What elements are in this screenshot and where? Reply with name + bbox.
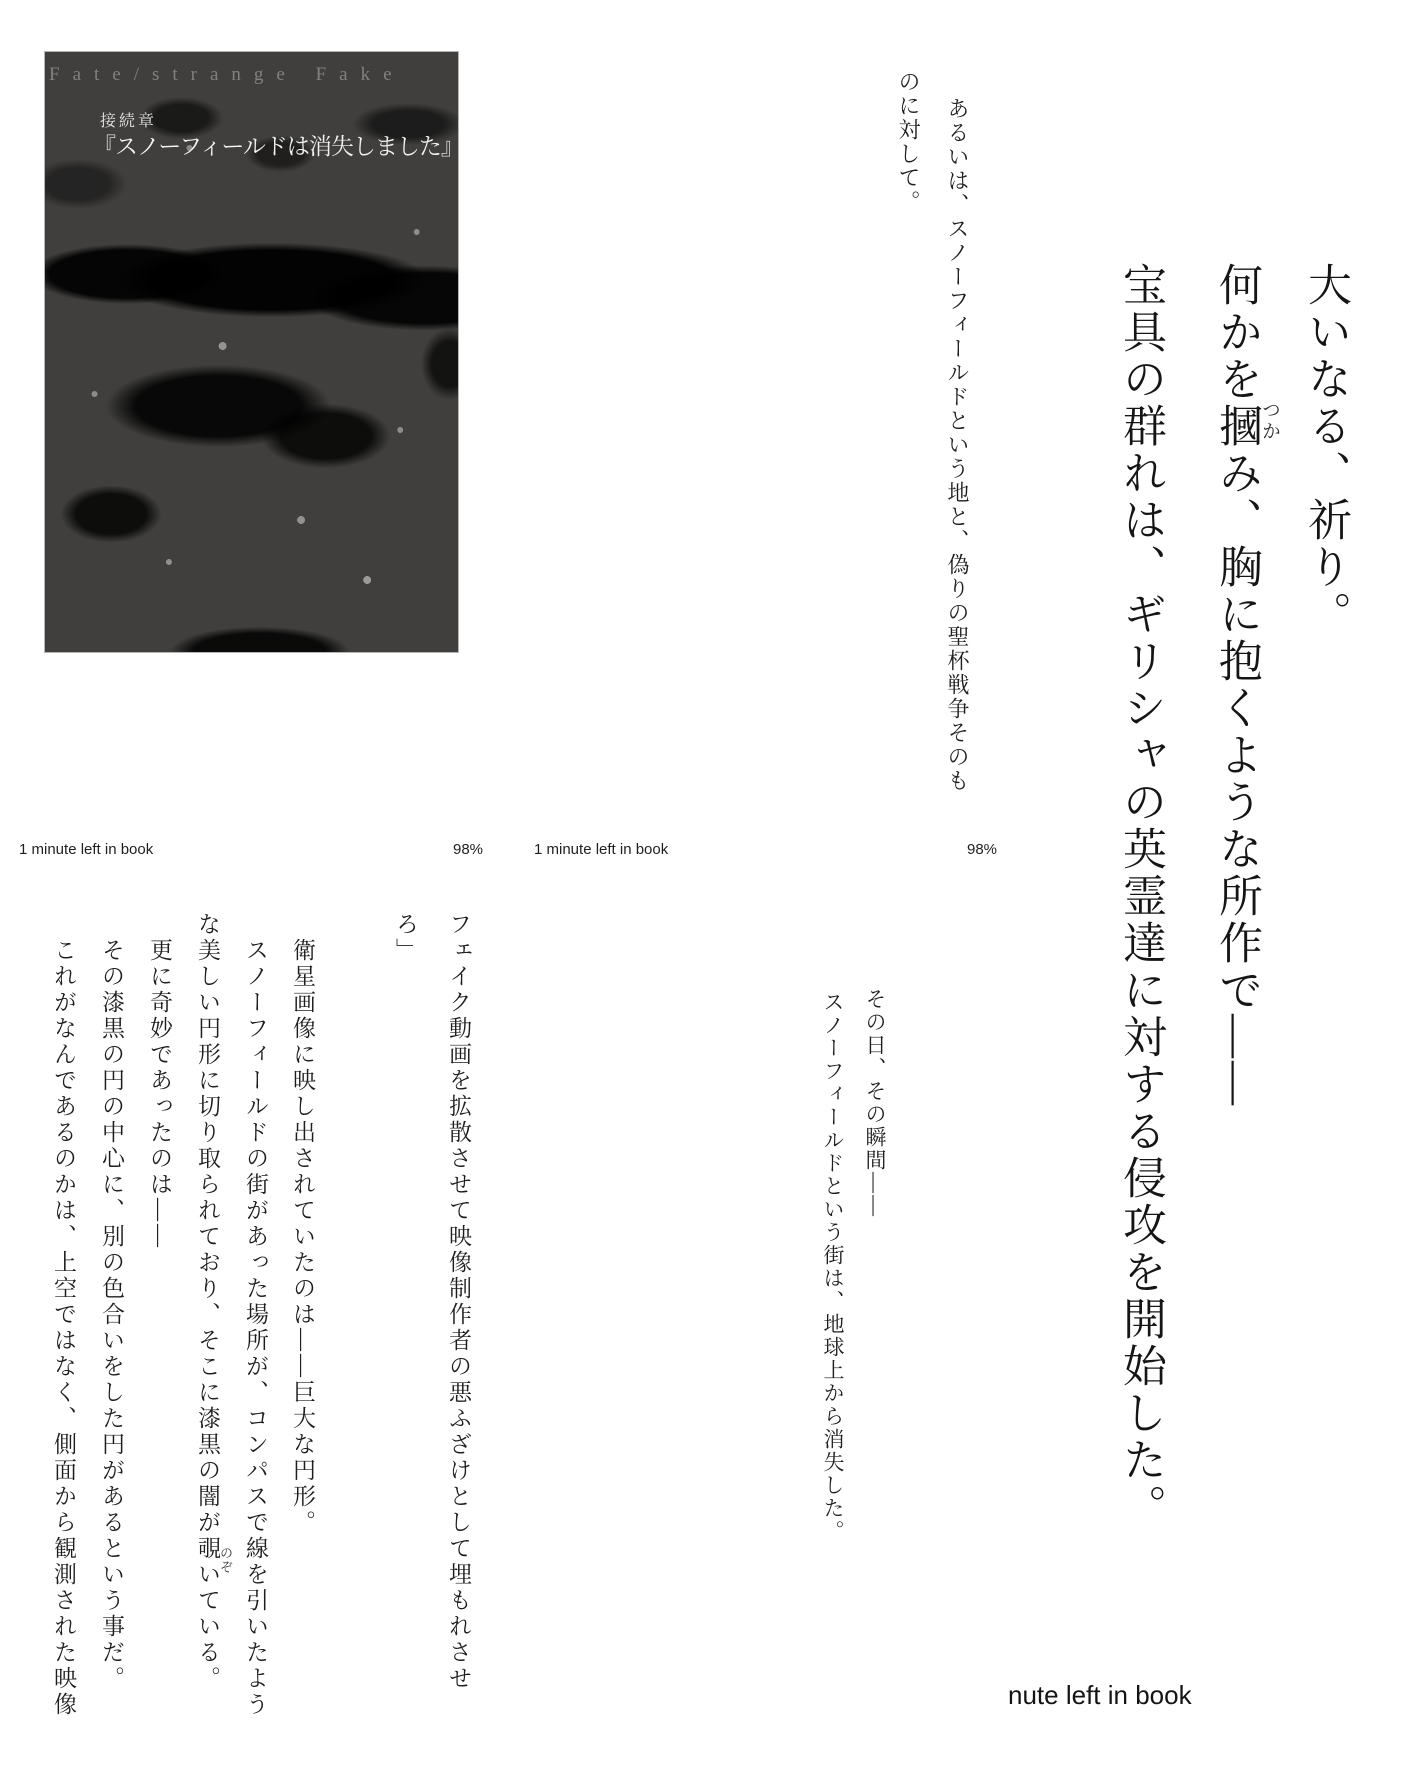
furigana-label: のぞ: [218, 1546, 233, 1574]
text-column: 更に奇妙であったのは——: [147, 938, 172, 1250]
cover-art: [45, 52, 463, 652]
page-finale[interactable]: [780, 880, 1414, 1768]
text-column: フェイク動画を拡散させて映像制作者の悪ふざけとして埋もれさせ: [446, 912, 471, 1692]
cover-chapter-label: 接続章: [100, 113, 158, 130]
text-column: スノーフィールドの街があった場所が、コンパスで線を引いたよう: [243, 938, 268, 1718]
text-column: その日、その瞬間——: [863, 988, 887, 1218]
page-intro[interactable]: [510, 0, 1010, 880]
text-column: 大いなる、祈り。: [1301, 262, 1350, 638]
page-body-text[interactable]: [0, 880, 510, 1768]
text-column: ろ」: [393, 912, 418, 964]
text-column: 何かを摑み、胸に抱くような所作で——: [1212, 262, 1261, 1108]
page-cover[interactable]: [0, 0, 510, 880]
progress-percentage: 98%: [453, 841, 484, 858]
text-column: 衛星画像に映し出されていたのは——巨大な円形。: [290, 938, 315, 1536]
text-column: あるいは、スノーフィールドという地と、偽りの聖杯戦争そのも: [945, 97, 970, 793]
cover-chapter-title: 『スノーフィールドは消失しました』: [93, 134, 463, 159]
cover-series-title: Fate/strange Fake: [49, 64, 405, 85]
text-column: その漆黒の円の中心に、別の色合いをした円があるという事だ。: [99, 938, 124, 1692]
time-left-indicator: 1 minute left in book: [19, 841, 154, 858]
text-column: 宝具の群れは、ギリシャの英霊達に対する侵攻を開始した。: [1116, 262, 1165, 1531]
text-column: これがなんであるのかは、上空ではなく、側面から観測された映像: [51, 938, 76, 1718]
text-column: スノーフィールドという街は、地球上から消失した。: [821, 991, 845, 1543]
time-left-indicator: 1 minute left in book: [534, 841, 669, 858]
progress-percentage: 98%: [967, 841, 998, 858]
furigana-label: つか: [1259, 400, 1280, 442]
time-left-indicator-cropped: nute left in book: [1008, 1680, 1192, 1710]
text-column: のに対して。: [896, 70, 921, 214]
text-column: な美しい円形に切り取られており、そこに漆黒の闇が覗いている。: [195, 912, 220, 1692]
